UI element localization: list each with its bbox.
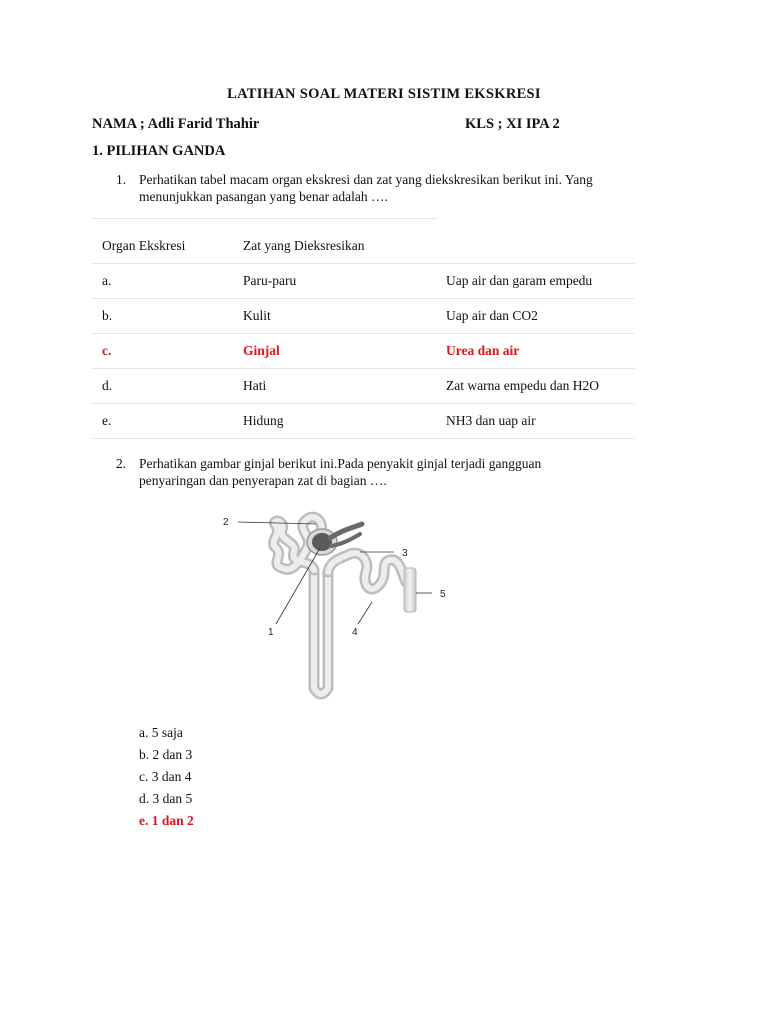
nephron-diagram xyxy=(210,500,460,710)
diagram-label-5: 5 xyxy=(440,589,446,600)
row-substance: NH3 dan uap air xyxy=(436,404,635,439)
table-header-substance: Zat yang Dieksresikan xyxy=(233,229,436,264)
row-letter: a. xyxy=(92,264,233,299)
row-organ: Kulit xyxy=(233,299,436,334)
distal-tubule xyxy=(328,553,406,589)
table-row xyxy=(92,299,635,334)
page-title: LATIHAN SOAL MATERI SISTIM EKSKRESI xyxy=(227,86,541,102)
row-substance: Urea dan air xyxy=(436,334,635,369)
table-header-organ: Organ Ekskresi xyxy=(92,229,233,264)
table-row xyxy=(92,369,635,404)
row-organ: Paru-paru xyxy=(233,264,436,299)
row-substance: Uap air dan garam empedu xyxy=(436,264,635,299)
row-letter: e. xyxy=(92,404,233,439)
answer-option-b: b. 2 dan 3 xyxy=(139,747,193,762)
answer-option-e-correct: e. 1 dan 2 xyxy=(139,813,194,828)
question1-text-line1: Perhatikan tabel macam organ ekskresi dan zat yang diekskresikan berikut ini. Yang xyxy=(139,172,593,187)
collecting-duct xyxy=(404,568,416,612)
table-row xyxy=(92,264,635,299)
answer-option-d: d. 3 dan 5 xyxy=(139,791,193,806)
leader-line-4 xyxy=(358,602,372,624)
student-class: KLS ; XI IPA 2 xyxy=(465,116,560,132)
diagram-label-3: 3 xyxy=(402,548,408,559)
question1-number: 1. xyxy=(116,172,127,187)
question2-text-line1: Perhatikan gambar ginjal berikut ini.Pada penyakit ginjal terjadi gangguan xyxy=(139,456,542,471)
loop-of-henle xyxy=(314,570,328,694)
table-top-rule xyxy=(92,218,438,219)
row-substance: Zat warna empedu dan H2O xyxy=(436,369,635,404)
answer-option-c: c. 3 dan 4 xyxy=(139,769,192,784)
row-letter: c. xyxy=(92,334,233,369)
row-substance: Uap air dan CO2 xyxy=(436,299,635,334)
row-organ: Hati xyxy=(233,369,436,404)
diagram-label-4: 4 xyxy=(352,627,358,638)
row-letter: b. xyxy=(92,299,233,334)
row-letter: d. xyxy=(92,369,233,404)
diagram-label-2: 2 xyxy=(223,517,229,528)
diagram-label-1: 1 xyxy=(268,627,274,638)
table-row-correct xyxy=(92,334,635,369)
organ-table xyxy=(92,229,635,439)
question2-number: 2. xyxy=(116,456,127,471)
table-header-empty xyxy=(436,229,635,264)
table-row xyxy=(92,404,635,439)
section-heading: 1. PILIHAN GANDA xyxy=(92,143,226,159)
question1-text-line2: menunjukkan pasangan yang benar adalah …. xyxy=(139,189,388,204)
question2-text-line2: penyaringan dan penyerapan zat di bagian …. xyxy=(139,473,387,488)
student-name: NAMA ; Adli Farid Thahir xyxy=(92,116,260,132)
row-organ: Hidung xyxy=(233,404,436,439)
answer-option-a: a. 5 saja xyxy=(139,725,183,740)
row-organ: Ginjal xyxy=(233,334,436,369)
table-header-row xyxy=(92,229,635,264)
